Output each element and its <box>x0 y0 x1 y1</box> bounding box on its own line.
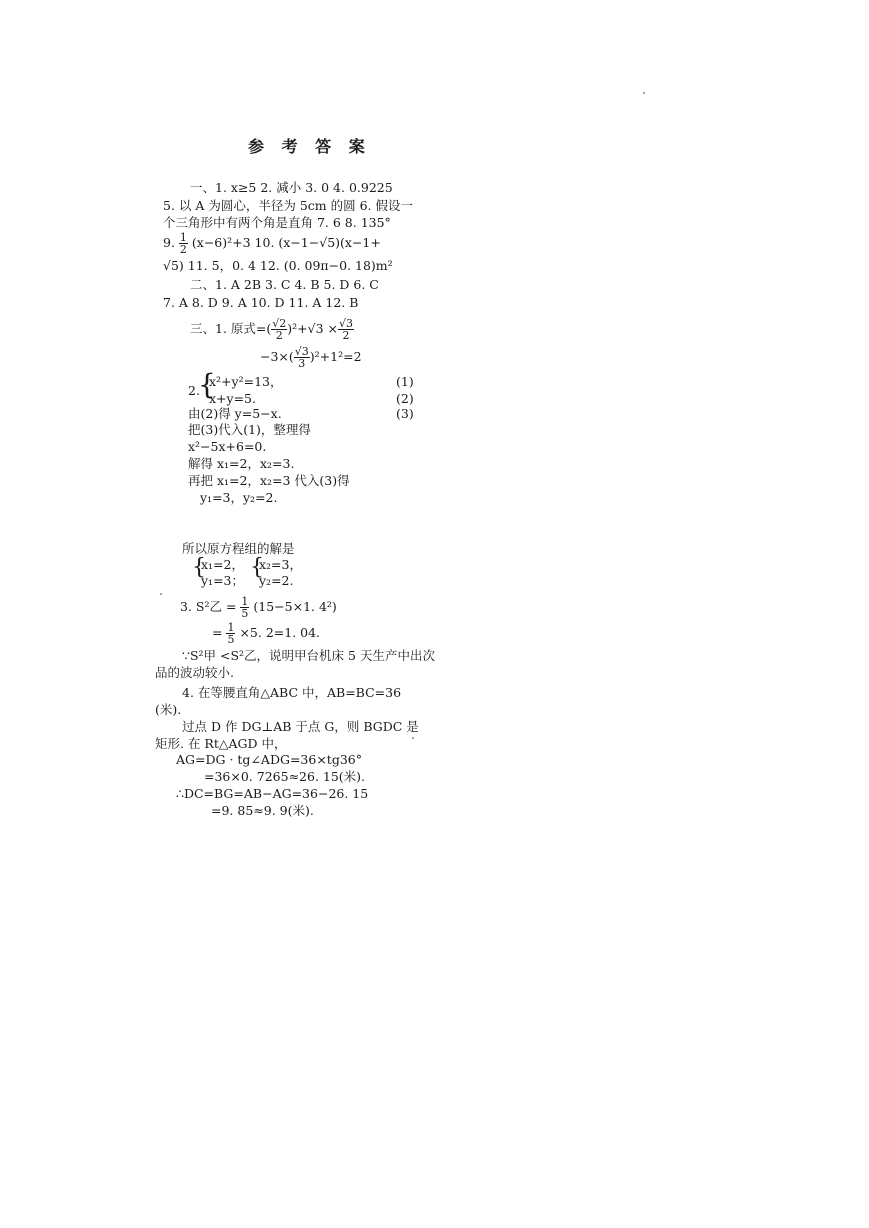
q3-prefix: 3. S²乙 = <box>180 599 237 614</box>
q4-line-2: (米). <box>155 702 182 717</box>
q2-line-4: 把(3)代入(1)，整理得 <box>188 422 311 437</box>
one-fifth-fraction: $\frac{1}{5}$ <box>241 595 249 620</box>
q2-solution-2a: x₂=3， <box>259 557 302 572</box>
q3-line-3: ∵S²甲 <S²乙，说明甲台机床 5 天生产中出次 <box>182 648 435 663</box>
item-9-rest: (x−6)²+3 10. (x−1−√5)(x−1+ <box>191 235 381 250</box>
q3-line-2 <box>212 622 320 645</box>
q4-line-3: 过点 D 作 DG⊥AB 于点 G，则 BGDC 是 <box>182 719 419 734</box>
q1-line-2 <box>260 346 362 369</box>
q4-line-7: ∴DC=BG=AB−AG=36−26. 15 <box>176 786 369 801</box>
q2-line-7: 再把 x₁=2，x₂=3 代入(3)得 <box>188 473 350 488</box>
q1-prefix: 三、1. 原式=( <box>190 321 272 336</box>
q4-line-4: 矩形. 在 Rt△AGD 中， <box>155 736 287 751</box>
q2-equation-2-tag: (2) <box>396 391 414 406</box>
q4-line-6: =36×0. 7265≈26. 15(米). <box>204 769 366 784</box>
q4-line-1: 4. 在等腰直角△ABC 中，AB=BC=36 <box>182 685 402 700</box>
q2-line-3-tag: (3) <box>396 406 414 421</box>
q2-line-3: 由(2)得 y=5−x. <box>188 406 282 421</box>
q1-line-1 <box>190 318 354 341</box>
scan-speck <box>412 737 414 739</box>
sqrt3-over-3: $\frac{√3}{3}$ <box>294 345 309 370</box>
sqrt3-over-2: $\frac{√3}{2}$ <box>339 317 354 342</box>
q1-mid: )²+√3 × <box>287 321 339 336</box>
choice-line-2: 7. A 8. D 9. A 10. D 11. A 12. B <box>163 295 359 310</box>
q3-line-4: 品的波动较小. <box>155 665 234 680</box>
q2-equation-1-tag: (1) <box>396 374 414 389</box>
solution-brace-2: { <box>250 555 264 580</box>
q2-solution-1a: x₁=2， <box>201 557 244 572</box>
item-9-label: 9. <box>163 235 175 250</box>
system-brace: { <box>198 368 216 401</box>
half-fraction: $\frac{1}{2}$ <box>179 231 187 256</box>
q2-line-9: 所以原方程组的解是 <box>182 541 295 556</box>
q4-line-5: AG=DG · tg∠ADG=36×tg36° <box>176 752 362 767</box>
q2-line-8: y₁=3，y₂=2. <box>200 490 278 505</box>
q4-line-8: =9. 85≈9. 9(米). <box>211 803 314 818</box>
q3-rest: (15−5×1. 4²) <box>253 599 337 614</box>
scan-speck <box>160 593 162 595</box>
fill-blank-line-2: 5. 以 A 为圆心，半径为 5cm 的圆 6. 假设一 <box>163 198 414 213</box>
q1-line2-rest: )²+1²=2 <box>309 349 362 364</box>
fill-blank-line-1: 一、1. x≥5 2. 减小 3. 0 4. 0.9225 <box>190 180 393 195</box>
q3-line2-rest: ×5. 2=1. 04. <box>239 625 321 640</box>
choice-line-1: 二、1. A 2B 3. C 4. B 5. D 6. C <box>190 277 379 292</box>
q2-label: 2. <box>188 383 200 398</box>
q2-line-5: x²−5x+6=0. <box>188 439 267 454</box>
sqrt2-over-2: $\frac{√2}{2}$ <box>272 317 287 342</box>
q2-solution-2b: y₂=2. <box>259 573 294 588</box>
q2-equation-1: x²+y²=13， <box>209 374 283 389</box>
q3-line-1 <box>180 596 337 619</box>
q3-line2-prefix: = <box>212 625 223 640</box>
q2-solution-1b: y₁=3； <box>201 573 244 588</box>
fill-blank-line-4 <box>163 232 381 255</box>
q2-line-6: 解得 x₁=2，x₂=3. <box>188 456 295 471</box>
one-fifth-fraction-2: $\frac{1}{5}$ <box>227 621 235 646</box>
scan-speck <box>643 92 645 94</box>
fill-blank-line-3: 个三角形中有两个角是直角 7. 6 8. 135° <box>163 215 391 230</box>
q1-line2-prefix: −3×( <box>260 349 294 364</box>
q2-equation-2: x+y=5. <box>209 391 256 406</box>
fill-blank-line-5: √5) 11. 5，0. 4 12. (0. 09π−0. 18)m² <box>163 258 393 273</box>
page-title: 参 考 答 案 <box>248 137 371 156</box>
solution-brace-1: { <box>192 555 206 580</box>
